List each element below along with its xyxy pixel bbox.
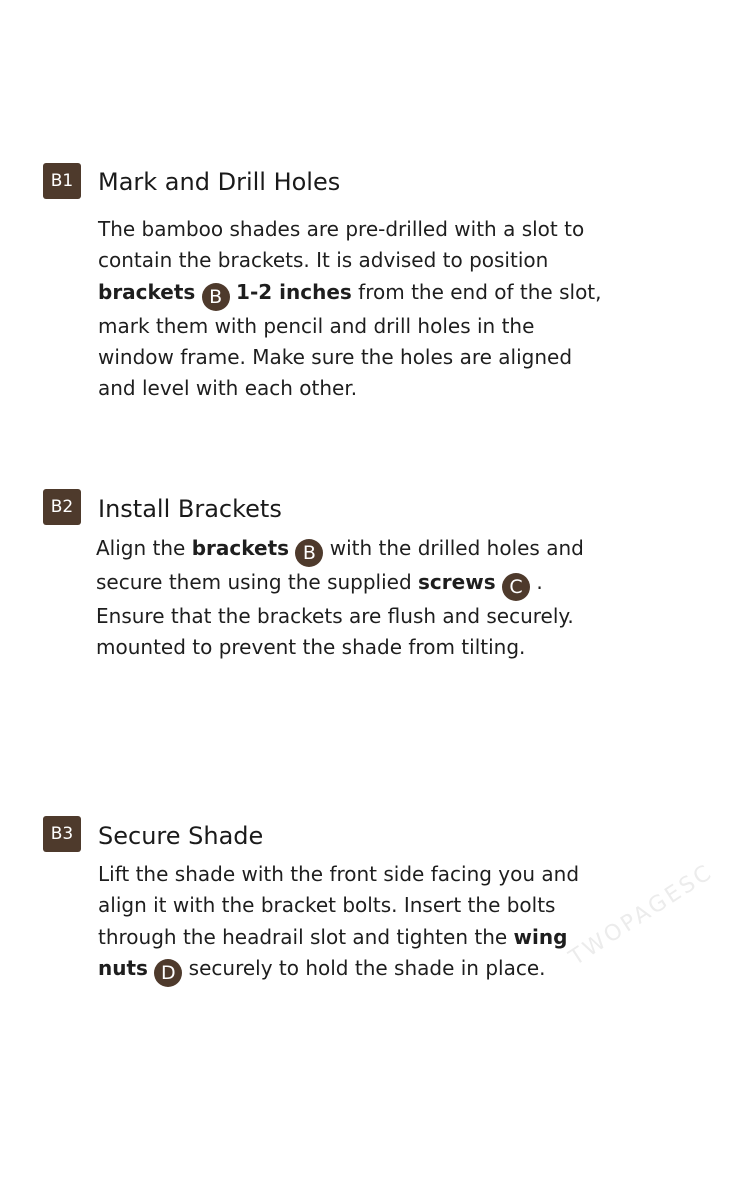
instruction-line: [96, 632, 584, 663]
instruction-line: [98, 859, 579, 890]
text-run: mounted to prevent the shade from tilting.: [96, 635, 526, 660]
instruction-line: [98, 890, 579, 921]
instruction-line: [96, 601, 584, 632]
instruction-line: [98, 922, 579, 953]
part-reference-badge: D: [154, 959, 182, 987]
step-instructions: [98, 214, 602, 404]
instruction-line: [98, 245, 602, 276]
text-run: window frame. Make sure the holes are aligned: [98, 344, 573, 369]
text-run: Align the: [96, 536, 192, 560]
text-run: with the drilled holes and: [323, 536, 584, 560]
instruction-line: [98, 953, 579, 987]
text-run: .: [529, 570, 543, 594]
bold-term: screws: [418, 570, 496, 594]
text-run: align it with the bracket bolts. Insert the bolts: [98, 893, 556, 918]
text-run: through the headrail slot and tighten the: [98, 924, 514, 949]
instruction-line: [96, 567, 584, 601]
instruction-line: [96, 533, 584, 567]
step-title: Secure Shade: [98, 822, 264, 850]
step-badge: B2: [43, 489, 81, 525]
text-run: mark them with pencil and drill holes in the: [98, 313, 535, 338]
instruction-line: [98, 342, 602, 373]
bold-term: nuts: [98, 955, 148, 980]
text-run: [496, 570, 502, 594]
text-run: [195, 280, 201, 304]
instruction-line: [98, 277, 602, 311]
step-title: Mark and Drill Holes: [98, 168, 341, 196]
text-run: from the end of the slot,: [351, 279, 602, 304]
bold-term: brackets: [191, 536, 290, 560]
part-reference-badge: B: [202, 283, 230, 311]
part-reference-badge: C: [502, 573, 530, 601]
text-run: Lift the shade with the front side facing you and: [98, 862, 580, 886]
step-title: Install Brackets: [98, 495, 282, 523]
instruction-line: [98, 373, 602, 404]
text-run: secure them using the supplied: [96, 570, 419, 594]
bold-term: brackets: [98, 279, 196, 304]
instruction-line: [98, 214, 602, 245]
bold-term: 1-2 inches: [236, 279, 352, 304]
text-run: and level with each other.: [98, 376, 358, 401]
instruction-line: [98, 311, 602, 342]
text-run: Ensure that the brackets are flush and securely.: [96, 604, 574, 628]
step-badge: B1: [43, 163, 81, 199]
text-run: contain the brackets. It is advised to position: [98, 248, 549, 273]
watermark: TWOPAGESC: [565, 859, 719, 971]
part-reference-badge: B: [295, 539, 323, 567]
bold-term: wing: [513, 924, 568, 949]
text-run: [148, 956, 154, 980]
step-instructions: [96, 533, 584, 664]
step-badge: B3: [43, 816, 81, 852]
text-run: The bamboo shades are pre-drilled with a slot to: [98, 217, 585, 241]
text-run: securely to hold the shade in place.: [182, 955, 546, 980]
step-instructions: [98, 859, 579, 987]
